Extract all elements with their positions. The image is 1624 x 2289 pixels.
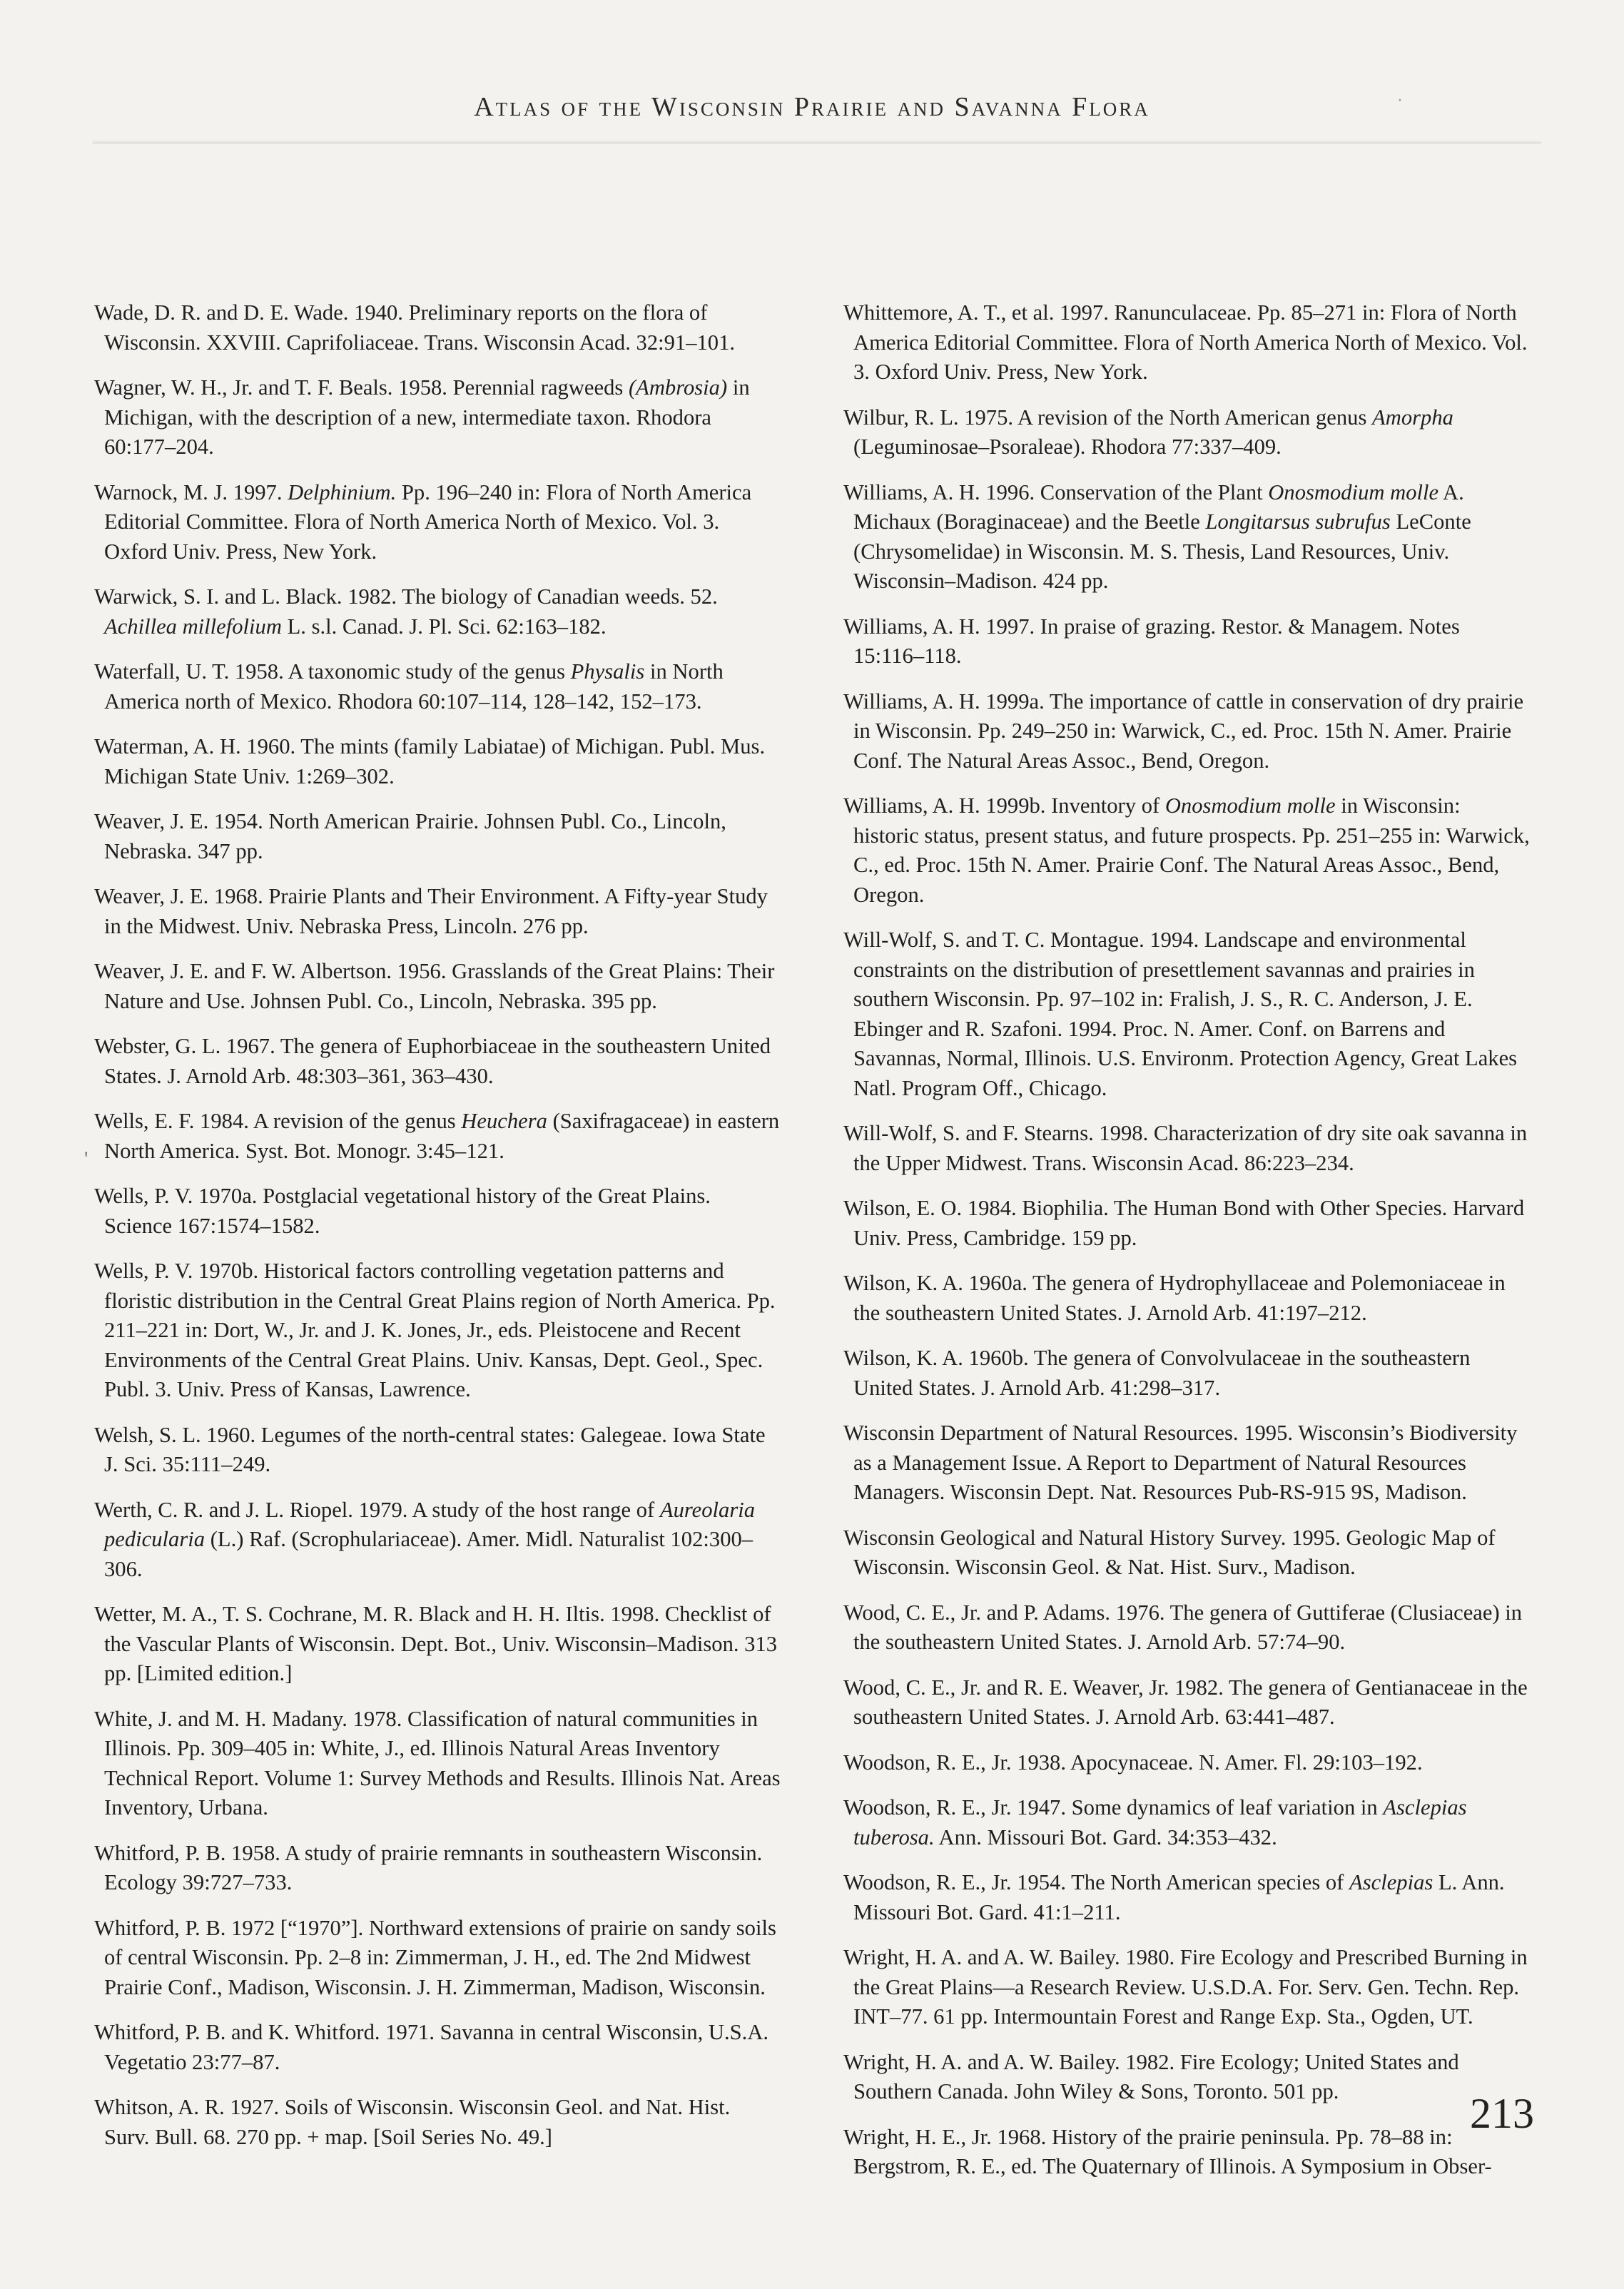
reference-text: Whitford, P. B. 1958. A study of prairie remnants in southeastern Wisconsin. Ecology 39:727–733. [94,1840,763,1894]
reference-text: Wilson, E. O. 1984. Biophilia. The Human Bond with Other Species. Harvard Univ. Press, Cambridge. 159 pp. [843,1196,1525,1250]
reference-text: Wood, C. E., Jr. and P. Adams. 1976. The genera of Guttiferae (Clusiaceae) in the southeastern United States. J. Arnold Arb. 57:74–90. [843,1600,1523,1654]
reference-entry [843,1598,1530,1658]
reference-text: in Michigan, with the description of a new, intermediate taxon. Rhodora 60:177–204. [104,375,750,459]
reference-entry [94,1705,781,1823]
reference-entry [843,403,1530,462]
reference-text: Williams, A. H. 1997. In praise of grazing. Restor. & Managem. Notes 15:116–118. [843,614,1460,668]
reference-text: Werth, C. R. and J. L. Riopel. 1979. A study of the host range of [94,1497,660,1522]
reference-italic-text: Onosmodium molle [1164,793,1336,818]
reference-entry [843,687,1530,776]
references-left-column [94,298,781,2168]
reference-italic-text: Asclepias [1349,1870,1433,1894]
page-number: 213 [1470,2090,1534,2137]
reference-italic-text: Asclepias tuberosa. [853,1795,1467,1849]
reference-text: Wade, D. R. and D. E. Wade. 1940. Preliminary reports on the flora of Wisconsin. XXVIII. Caprifoliaceae. Trans. Wisconsin Acad. 32:91–101. [94,300,736,355]
reference-entry [94,1257,781,1405]
reference-text: Waterman, A. H. 1960. The mints (family Labiatae) of Michigan. Publ. Mus. Michigan State Univ. 1:269–302. [94,734,766,788]
reference-italic-text: Aureolaria pedicularia [104,1497,756,1551]
reference-entry [94,1032,781,1091]
reference-text: Wilson, K. A. 1960a. The genera of Hydrophyllaceae and Polemoniaceae in the southeastern United States. J. Arnold Arb. 41:197–212. [843,1271,1506,1325]
reference-text: Welsh, S. L. 1960. Legumes of the north-central states: Galegeae. Iowa State J. Sci. 35:111–249. [94,1422,766,1476]
reference-entry [94,1839,781,1898]
margin-mark-left: ' [84,1147,88,1171]
reference-text: Warnock, M. J. 1997. [94,479,288,504]
reference-text: Wells, P. V. 1970a. Postglacial vegetational history of the Great Plains. Science 167:1574–1582. [94,1184,711,1238]
reference-text: A. Michaux (Boraginaceae) and the Beetle [853,479,1464,534]
reference-entry [843,1748,1530,1778]
reference-text: Woodson, R. E., Jr. 1938. Apocynaceae. N. Amer. Fl. 29:103–192. [843,1750,1423,1775]
reference-text: Will-Wolf, S. and F. Stearns. 1998. Characterization of dry site oak savanna in the Upper Midwest. Trans. Wisconsin Acad. 86:223–234. [843,1121,1528,1175]
reference-entry [94,1496,781,1585]
reference-entry [94,882,781,941]
reference-entry [843,478,1530,597]
reference-text: Wagner, W. H., Jr. and T. F. Beals. 1958. Perennial ragweeds [94,375,629,400]
reference-entry [843,1344,1530,1403]
reference-text: Whitford, P. B. and K. Whitford. 1971. Savanna in central Wisconsin, U.S.A. Vegetatio 23:77–87. [94,2020,769,2074]
reference-italic-text: (Ambrosia) [628,375,728,400]
reference-text: (Leguminosae–Psoraleae). Rhodora 77:337–409. [853,435,1282,459]
reference-text: Weaver, J. E. 1954. North American Prairie. Johnsen Publ. Co., Lincoln, Nebraska. 347 pp. [94,809,726,863]
reference-text: Wood, C. E., Jr. and R. E. Weaver, Jr. 1982. The genera of Gentianaceae in the southeastern United States. J. Arnold Arb. 63:441–487. [843,1675,1528,1729]
reference-text: Woodson, R. E., Jr. 1947. Some dynamics of leaf variation in [843,1795,1384,1819]
reference-entry [843,298,1530,387]
reference-text: Wilbur, R. L. 1975. A revision of the North American genus [843,405,1373,430]
reference-entry [94,1107,781,1166]
reference-text: Wisconsin Geological and Natural History Survey. 1995. Geologic Map of Wisconsin. Wisconsin Geol. & Nat. Hist. Surv., Madison. [843,1525,1496,1579]
reference-italic-text: Achillea millefolium [104,614,282,639]
reference-entry [94,373,781,462]
reference-text: Woodson, R. E., Jr. 1954. The North American species of [843,1870,1350,1894]
reference-italic-text: Onosmodium molle [1268,479,1439,504]
reference-text: Whitford, P. B. 1972 [“1970”]. Northward extensions of prairie on sandy soils of central Wisconsin. Pp. 2–8 in: Zimmerman, J. H., ed. The 2nd Midwest Prairie Conf., Madison, Wisconsin. J. H. Zimmerman, Madison, Wisconsin. [94,1915,776,1999]
reference-entry [843,1868,1530,1927]
reference-text: Wells, E. F. 1984. A revision of the genus [94,1109,462,1133]
reference-entry [843,1418,1530,1508]
reference-text: Webster, G. L. 1967. The genera of Euphorbiaceae in the southeastern United States. J. Arnold Arb. 48:303–361, 363–430. [94,1034,771,1088]
reference-text: Pp. 196–240 in: Flora of North America Editorial Committee. Flora of North America North of Mexico. Vol. 3. Oxford Univ. Press, New York. [104,479,752,564]
reference-text: Wetter, M. A., T. S. Cochrane, M. R. Black and H. H. Iltis. 1998. Checklist of the Vascular Plants of Wisconsin. Dept. Bot., Univ. Wisconsin–Madison. 313 pp. [Limited edition.] [94,1602,778,1685]
reference-entry [843,791,1530,910]
reference-entry [94,1182,781,1241]
reference-italic-text: Delphinium. [288,479,397,504]
reference-entry [843,1793,1530,1852]
reference-entry [94,657,781,716]
reference-text: LeConte (Chrysomelidae) in Wisconsin. M. S. Thesis, Land Resources, Univ. Wisconsin–Madison. 424 pp. [853,509,1471,593]
reference-italic-text: Amorpha [1372,405,1453,430]
reference-entry [94,732,781,791]
reference-italic-text: Longitarsus subrufus [1205,509,1391,534]
reference-text: Weaver, J. E. 1968. Prairie Plants and Their Environment. A Fifty-year Study in the Midwest. Univ. Nebraska Press, Lincoln. 276 pp. [94,884,768,938]
reference-text: Wells, P. V. 1970b. Historical factors controlling vegetation patterns and floristic distribution in the Central Great Plains region of North America. Pp. 211–221 in: Dort, W., Jr. and J. K. Jones, Jr., eds. Pleistocene and Recent Environments of the Central Great Plains. Univ. Kansas, Dept. Geol., Spec. Publ. 3. Univ. Press of Kansas, Lawrence. [94,1259,776,1401]
reference-entry [843,1523,1530,1583]
reference-text: Whittemore, A. T., et al. 1997. Ranunculaceae. Pp. 85–271 in: Flora of North America Editorial Committee. Flora of North America North of Mexico. Vol. 3. Oxford Univ. Press, New York. [843,300,1528,384]
reference-entry [94,1600,781,1689]
reference-entry [94,478,781,567]
reference-text: Wisconsin Department of Natural Resources. 1995. Wisconsin’s Biodiversity as a Management Issue. A Report to Department of Natural Resources Managers. Wisconsin Dept. Nat. Resources Pub-RS-915 9S, Madison. [843,1421,1518,1504]
reference-entry [843,925,1530,1103]
reference-text: Williams, A. H. 1999b. Inventory of [843,793,1165,818]
reference-text: Will-Wolf, S. and T. C. Montague. 1994. Landscape and environmental constraints on the distribution of presettlement savannas and prairies in southern Wisconsin. Pp. 97–102 in: Fralish, J. S., R. C. Anderson, J. E. Ebinger and R. Szafoni. 1994. Proc. N. Amer. Conf. on Barrens and Savannas, Normal, Illinois. U.S. Environm. Protection Agency, Great Lakes Natl. Program Off., Chicago. [843,928,1518,1100]
reference-text: in Wisconsin: historic status, present status, and future prospects. Pp. 251–255 in: Warwick, C., ed. Proc. 15th N. Amer. Prairie Conf. The Natural Areas Assoc., Bend, Oregon. [853,793,1530,907]
reference-entry [94,2018,781,2077]
reference-text: Ann. Missouri Bot. Gard. 34:353–432. [934,1824,1277,1849]
reference-text: (Saxifragaceae) in eastern North America. Syst. Bot. Monogr. 3:45–121. [104,1109,780,1163]
reference-text: Williams, A. H. 1999a. The importance of cattle in conservation of dry prairie in Wisconsin. Pp. 249–250 in: Warwick, C., ed. Proc. 15th N. Amer. Prairie Conf. The Natural Areas Assoc., Bend, Oregon. [843,689,1524,773]
reference-text: Williams, A. H. 1996. Conservation of the Plant [843,479,1269,504]
reference-text: L. s.l. Canad. J. Pl. Sci. 62:163–182. [281,614,607,639]
reference-text: Whitson, A. R. 1927. Soils of Wisconsin. Wisconsin Geol. and Nat. Hist. Surv. Bull. 68. 270 pp. + map. [Soil Series No. 49.] [94,2095,731,2149]
reference-entry [94,298,781,357]
reference-italic-text: Heuchera [461,1109,547,1133]
reference-entry [94,957,781,1016]
reference-text: Warwick, S. I. and L. Black. 1982. The biology of Canadian weeds. 52. [94,584,718,609]
reference-entry [843,1673,1530,1732]
reference-text: White, J. and M. H. Madany. 1978. Classification of natural communities in Illinois. Pp. 309–405 in: White, J., ed. Illinois Natural Areas Inventory Technical Report. Volume 1: Survey Methods and Results. Illinois Nat. Areas Inventory, Urbana. [94,1706,781,1819]
reference-entry [843,1119,1530,1178]
reference-text: Wright, H. E., Jr. 1968. History of the prairie peninsula. Pp. 78–88 in: Bergstrom, R. E., ed. The Quaternary of Illinois. A Symposium in Obser- [843,2124,1492,2178]
reference-entry [843,1194,1530,1253]
reference-text: L. Ann. Missouri Bot. Gard. 41:1–211. [853,1870,1505,1924]
running-header: Atlas of the Wisconsin Prairie and Savanna Flora [474,92,1150,122]
reference-entry [94,582,781,641]
reference-italic-text: Physalis [570,659,645,684]
reference-entry [94,807,781,866]
reference-text: (L.) Raf. (Scrophulariaceae). Amer. Midl. Naturalist 102:300–306. [104,1527,753,1581]
margin-mark-top: · [1397,91,1403,110]
header-rule [93,141,1541,144]
reference-text: Wright, H. A. and A. W. Bailey. 1980. Fire Ecology and Prescribed Burning in the Great Plains—a Research Review. U.S.D.A. For. Serv. Gen. Techn. Rep. INT–77. 61 pp. Intermountain Forest and Range Exp. Sta., Ogden, UT. [843,1945,1528,2029]
reference-entry [843,1269,1530,1328]
reference-entry [94,1421,781,1480]
reference-entry [94,1914,781,2003]
reference-text: Weaver, J. E. and F. W. Albertson. 1956. Grasslands of the Great Plains: Their Nature and Use. Johnsen Publ. Co., Lincoln, Nebraska. 395 pp. [94,959,775,1013]
reference-text: Wright, H. A. and A. W. Bailey. 1982. Fire Ecology; United States and Southern Canada. John Wiley & Sons, Toronto. 501 pp. [843,2049,1459,2103]
reference-text: Waterfall, U. T. 1958. A taxonomic study of the genus [94,659,571,684]
reference-entry [843,1943,1530,2032]
references-right-column [843,298,1530,2198]
reference-text: Wilson, K. A. 1960b. The genera of Convolvulaceae in the southeastern United States. J. Arnold Arb. 41:298–317. [843,1346,1471,1400]
reference-text: in North America north of Mexico. Rhodora 60:107–114, 128–142, 152–173. [104,659,724,714]
reference-entry [94,2093,781,2152]
reference-entry [843,612,1530,671]
